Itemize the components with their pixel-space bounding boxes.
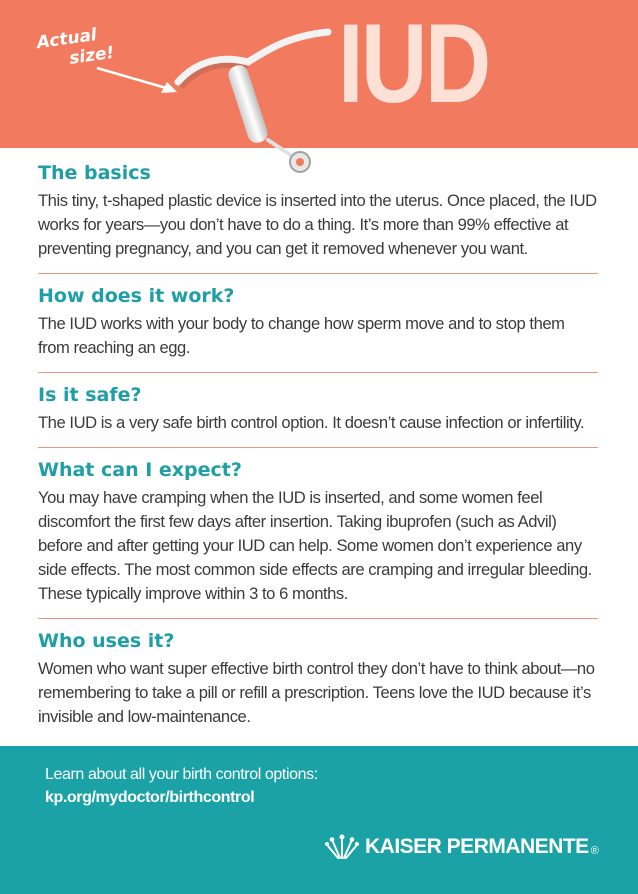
footer-learn-text: Learn about all your birth control options: [45,766,318,783]
content-sections [38,148,598,741]
kaiser-permanente-logo-icon [325,832,359,862]
logo-text: KAISER PERMANENTE [365,835,589,858]
section-text: You may have cramping when the IUD is inserted, and some women feel discomfort the first few days after insertion. Taking ibuprofen (such as Advil) before and after getting your IUD can help. Some women don’t experience any side effects. The most common side effects are cramping and irregular bleeding. These typically improve within 3 to 6 months. [38,488,592,603]
section-who-uses-it [38,629,598,729]
birth-control-link[interactable]: kp.org/mydoctor/birthcontrol [45,789,255,806]
registered-mark: ® [590,845,599,857]
section-title: Is it safe? [38,384,142,406]
section-text: The IUD works with your body to change how sperm move and to stop them from reaching an egg. [38,314,565,357]
section-title: What can I expect? [38,459,242,481]
section-is-it-safe [38,383,598,448]
section-text: Women who want super effective birth control they don’t have to think about—no remembering to take a pill or refill a prescription. Teens love the IUD because it’s invisible and low-maintenance. [38,659,595,726]
actual-note-line1: Actual [35,25,99,54]
section-how-it-works [38,284,598,373]
footer-banner [0,746,638,894]
section-text: The IUD is a very safe birth control option. It doesn’t cause infection or infertility. [38,413,585,432]
section-title: The basics [38,162,151,184]
section-what-to-expect [38,458,598,619]
section-title: How does it work? [38,285,235,307]
kaiser-permanente-logo [325,832,599,862]
section-title: Who uses it? [38,630,175,652]
page-title: IUD [338,1,489,126]
section-text: This tiny, t-shaped plastic device is inserted into the uterus. Once placed, the IUD works for years—you don’t have to do a thing. It’s more than 99% effective at preventing pregnancy, and you can get it removed whenever you want. [38,191,597,258]
header-banner [0,0,638,148]
actual-note-line2: size! [68,42,116,69]
section-basics [38,161,598,274]
